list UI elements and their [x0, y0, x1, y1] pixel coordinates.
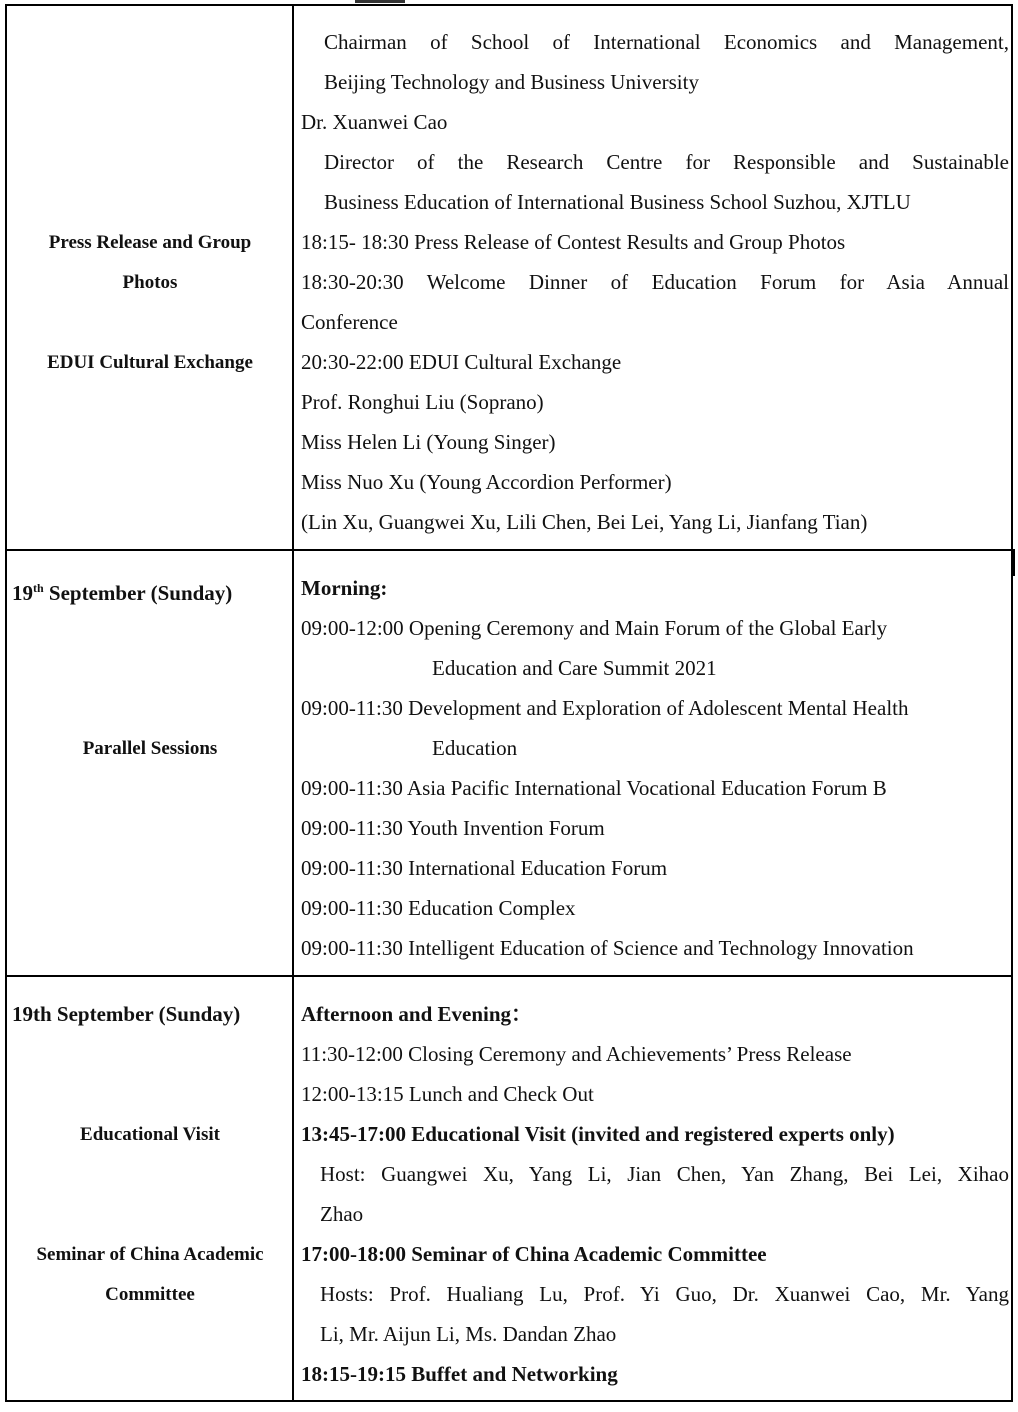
schedule-item: 09:00-12:00 Opening Ceremony and Main Forum of the Global Early	[301, 616, 888, 640]
text-line: Conference	[301, 310, 398, 334]
schedule-item: 09:00-11:30 International Education Forum	[301, 856, 668, 880]
text-line: Education and Care Summit 2021	[432, 656, 717, 680]
border-tick	[1013, 550, 1015, 576]
column-divider	[292, 4, 294, 1402]
label-educational-visit: Educational Visit	[80, 1124, 220, 1145]
morning-date	[12, 568, 296, 613]
label-parallel-sessions: Parallel Sessions	[82, 738, 218, 759]
label-press-release	[8, 223, 292, 303]
afternoon-date: 19th September (Sunday)	[12, 1002, 241, 1026]
row-divider-2	[5, 975, 1013, 977]
hosts-line: Hosts: Prof. Hualiang Lu, Prof. Yi Guo, Dr. Xuanwei Cao, Mr. Yang	[320, 1282, 1009, 1306]
label-press-release-line-2: Photos	[122, 272, 178, 293]
table-right-border	[1011, 4, 1013, 1402]
text-line: Chairman of School of International Economics and Management,	[324, 30, 1009, 54]
performer-list: (Lin Xu, Guangwei Xu, Lili Chen, Bei Lei, Yang Li, Jianfang Tian)	[301, 510, 868, 534]
schedule-item: 09:00-11:30 Intelligent Education of Science and Technology Innovation	[301, 936, 914, 960]
schedule-item: 09:00-11:30 Development and Exploration of Adolescent Mental Health	[301, 696, 909, 720]
schedule-item: 12:00-13:15 Lunch and Check Out	[301, 1082, 594, 1106]
label-seminar	[8, 1235, 292, 1315]
schedule-item: 18:15- 18:30 Press Release of Contest Results and Group Photos	[301, 230, 846, 254]
morning-heading: Morning:	[301, 576, 388, 600]
table-top-border	[5, 4, 1013, 6]
row-divider-1	[5, 549, 1015, 551]
performer: Prof. Ronghui Liu (Soprano)	[301, 390, 544, 414]
label-press-release-line-1: Press Release and Group	[48, 232, 252, 253]
schedule-item-bold: 13:45-17:00 Educational Visit (invited and registered experts only)	[301, 1122, 895, 1146]
table-left-border	[5, 4, 7, 1402]
schedule-item: 09:00-11:30 Education Complex	[301, 896, 576, 920]
afternoon-heading: Afternoon and Evening：	[301, 1002, 533, 1026]
text-line: Zhao	[320, 1202, 364, 1226]
text-line: Business Education of International Business School Suzhou, XJTLU	[324, 190, 911, 214]
performer: Miss Helen Li (Young Singer)	[301, 430, 556, 454]
date-rest: September (Sunday)	[43, 581, 233, 605]
schedule-item: 18:30-20:30 Welcome Dinner of Education Forum for Asia Annual	[301, 270, 1009, 294]
text-line: Li, Mr. Aijun Li, Ms. Dandan Zhao	[320, 1322, 617, 1346]
label-seminar-line-1: Seminar of China Academic	[36, 1244, 264, 1265]
schedule-item: 20:30-22:00 EDUI Cultural Exchange	[301, 350, 622, 374]
performer: Miss Nuo Xu (Young Accordion Performer)	[301, 470, 672, 494]
schedule-item: 11:30-12:00 Closing Ceremony and Achievements’ Press Release	[301, 1042, 852, 1066]
text-line: Beijing Technology and Business University	[324, 70, 699, 94]
date-day: 19	[12, 581, 33, 605]
text-line: Director of the Research Centre for Responsible and Sustainable	[324, 150, 1009, 174]
speaker-name: Dr. Xuanwei Cao	[301, 110, 448, 134]
label-seminar-line-2: Committee	[105, 1284, 195, 1305]
schedule-item-bold: 17:00-18:00 Seminar of China Academic Committee	[301, 1242, 767, 1266]
date-suffix: th	[33, 581, 44, 595]
label-cultural-exchange: EDUI Cultural Exchange	[47, 352, 253, 373]
text-line: Education	[432, 736, 518, 760]
hosts-line: Host: Guangwei Xu, Yang Li, Jian Chen, Yan Zhang, Bei Lei, Xihao	[320, 1162, 1009, 1186]
page-top-mark	[355, 0, 405, 3]
schedule-item: 09:00-11:30 Youth Invention Forum	[301, 816, 605, 840]
schedule-item: 09:00-11:30 Asia Pacific International Vocational Education Forum B	[301, 776, 887, 800]
table-bottom-border	[5, 1400, 1013, 1402]
schedule-item-bold: 18:15-19:15 Buffet and Networking	[301, 1362, 618, 1386]
